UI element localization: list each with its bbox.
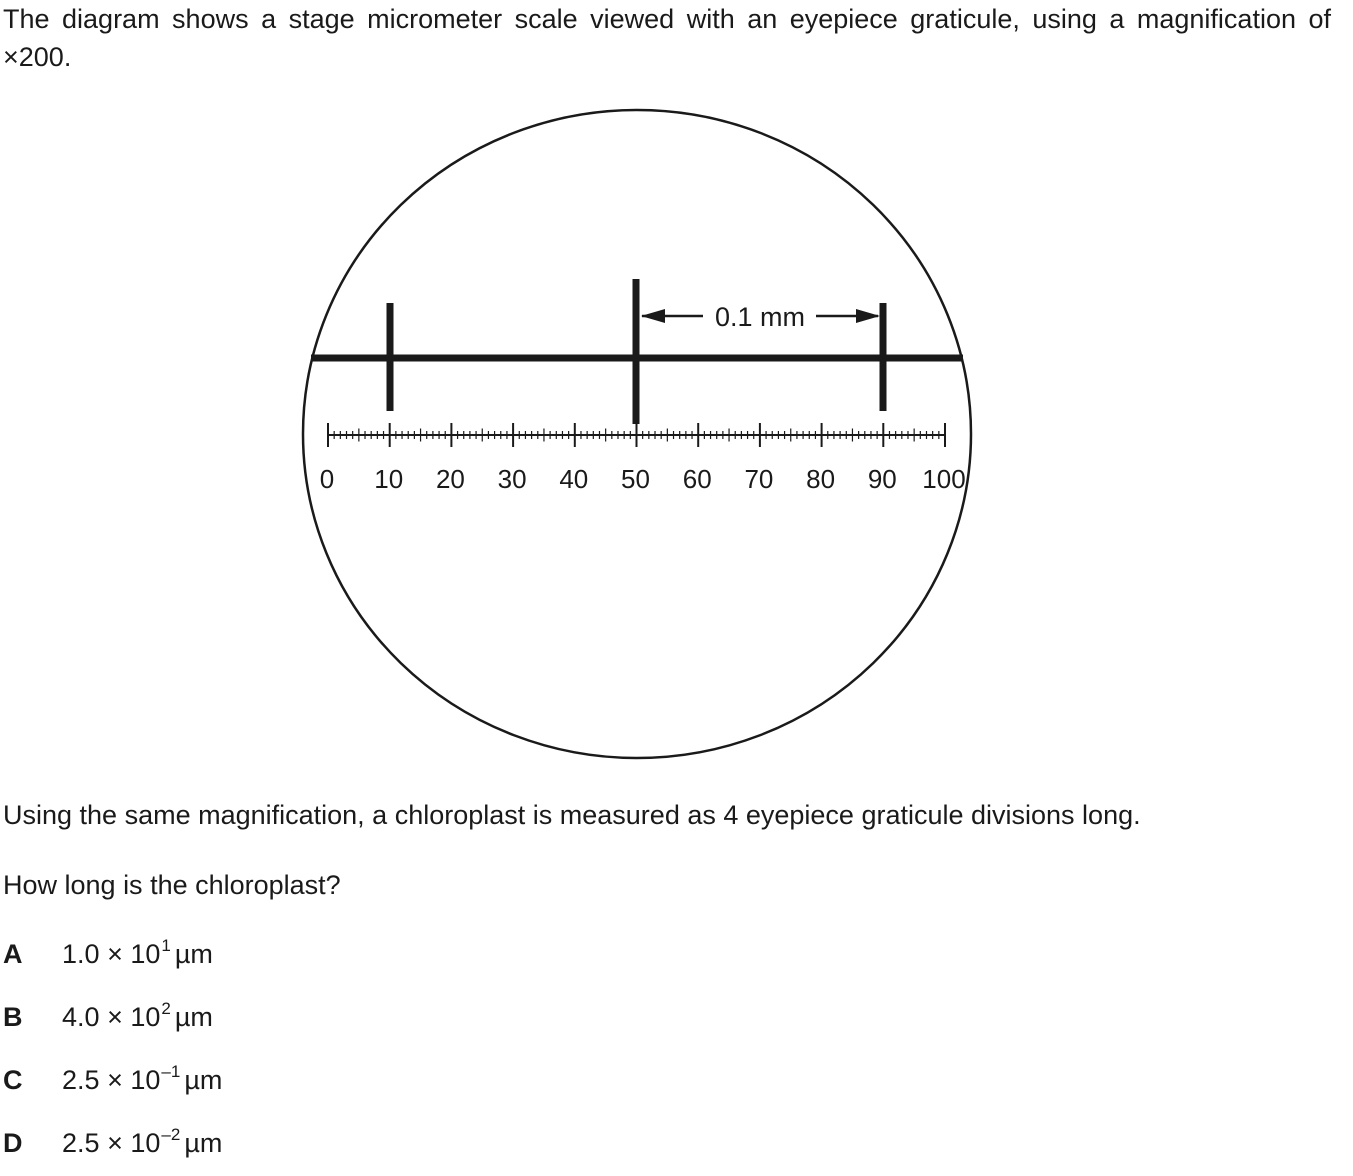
graticule-label: 80 bbox=[806, 464, 836, 494]
graticule-label: 40 bbox=[559, 464, 589, 494]
graticule-label: 10 bbox=[374, 464, 404, 494]
graticule-label: 50 bbox=[621, 464, 650, 494]
question-text-1: Using the same magnification, a chloroplast is measured as 4 eyepiece graticule divisions long. bbox=[3, 800, 1141, 830]
graticule-label: 0 bbox=[319, 464, 335, 494]
option-letter: D bbox=[3, 1128, 23, 1158]
graticule-label: 60 bbox=[682, 464, 712, 494]
graticule-label: 30 bbox=[497, 464, 527, 494]
graticule-label: 100 bbox=[922, 464, 966, 494]
stage-scale-label: 0.1 mm bbox=[714, 302, 806, 332]
graticule-label: 70 bbox=[744, 464, 774, 494]
eyepiece-graticule bbox=[328, 423, 945, 447]
graticule-label: 20 bbox=[435, 464, 465, 494]
intro-text: The diagram shows a stage micrometer scale viewed with an eyepiece graticule, using a magnification of ×200. bbox=[3, 4, 1331, 72]
graticule-label: 90 bbox=[867, 464, 897, 494]
question-text-2: How long is the chloroplast? bbox=[3, 870, 341, 900]
option-letter: A bbox=[3, 939, 23, 969]
option-letter: C bbox=[3, 1065, 23, 1095]
option-letter: B bbox=[3, 1002, 23, 1032]
